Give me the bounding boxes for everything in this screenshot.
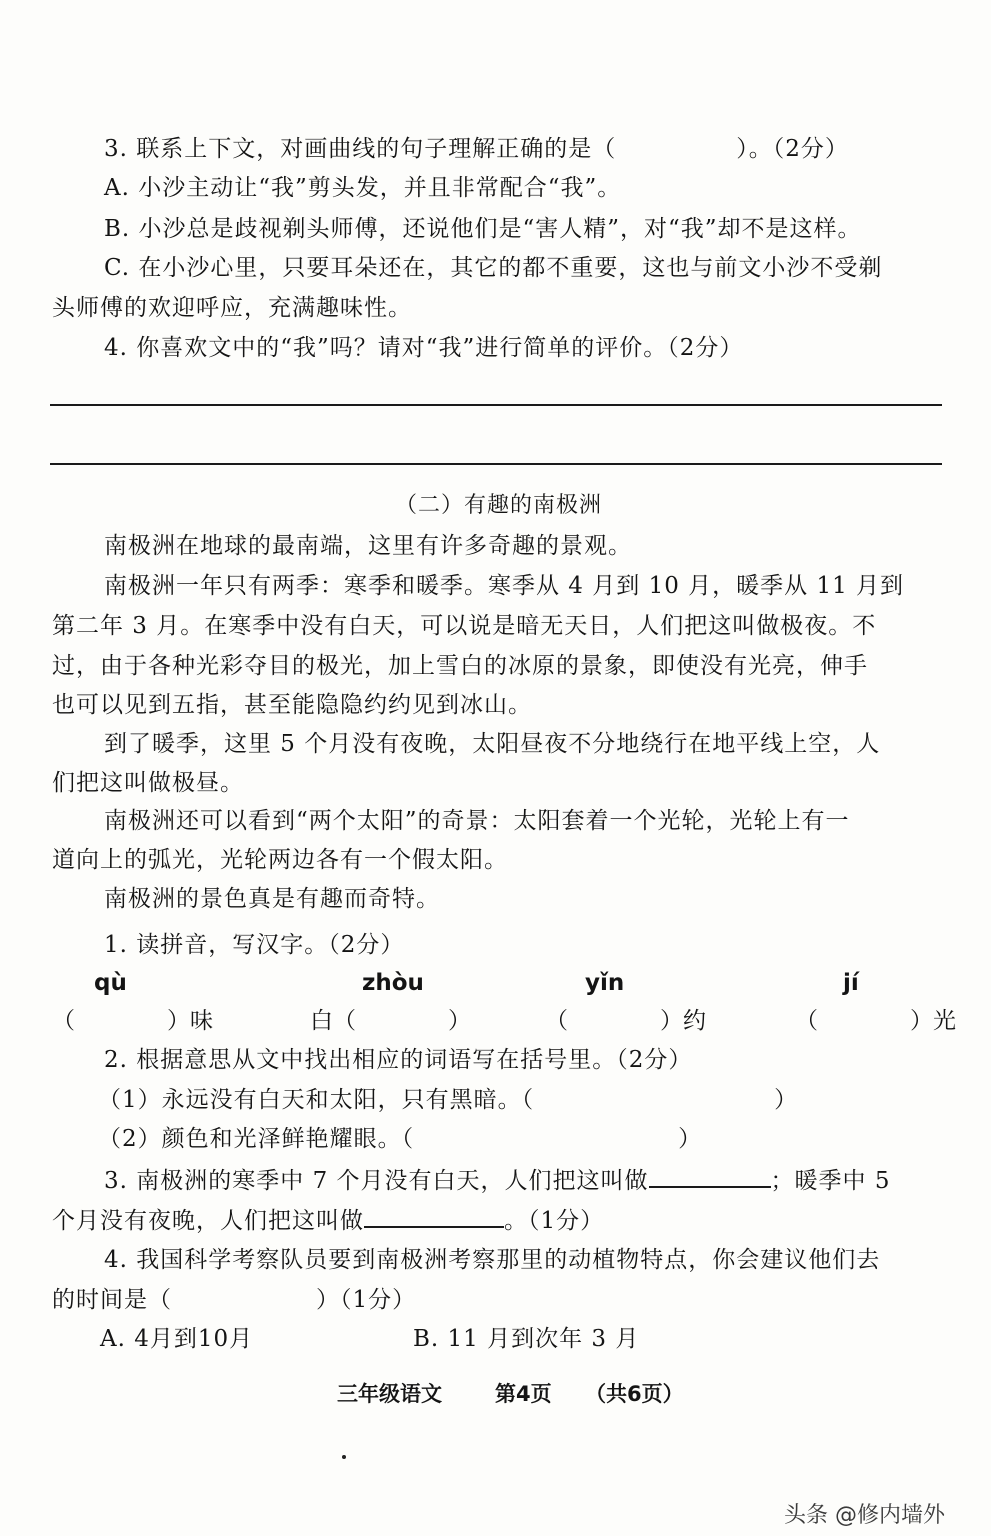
p2-q4-line2: 的时间是（ ）（1分） [52,1287,417,1313]
p2-q1-stem: 1. 读拼音，写汉字。（2分） [104,932,405,958]
p1-q4-stem: 4. 你喜欢文中的“我”吗？请对“我”进行简单的评价。（2分） [104,335,744,361]
answer-box-2: 白（ ） [310,1008,471,1034]
pinyin-3: yǐn [585,970,625,996]
passage-p4-line1: 南极洲还可以看到“两个太阳”的奇景：太阳套着一个光轮，光轮上有一 [104,808,850,834]
p2-q3-line2-text-b: 。（1分） [504,1208,605,1234]
p2-q3-line1-text-b: ；暖季中 5 [770,1168,891,1194]
watermark: 头条 @修内墙外 [784,1503,945,1528]
p2-q3-line2-text-a: 个月没有夜晚，人们把这叫做 [52,1208,364,1234]
footer-course: 三年级语文 [337,1382,442,1406]
footer-page: 第4页 [495,1382,552,1406]
passage-p2-line4: 也可以见到五指，甚至能隐隐约约见到冰山。 [52,692,532,718]
scan-speck [342,1455,346,1459]
fill-blank-2 [364,1204,504,1228]
answer-box-3: （ ）约 [545,1008,706,1034]
passage-p1: 南极洲在地球的最南端，这里有许多奇趣的景观。 [104,533,632,559]
footer-total: （共6页） [585,1382,684,1406]
p2-q3-line1 [104,1164,890,1196]
answer-box-1: （ ）味 [52,1008,213,1034]
pinyin-4: jí [843,970,859,996]
p1-q3-stem: 3. 联系上下文，对画曲线的句子理解正确的是（ ）。（2分） [104,136,849,162]
passage-p4-line2: 道向上的弧光，光轮两边各有一个假太阳。 [52,847,508,873]
p2-q4-option-a: A. 4月到10月 [100,1326,254,1352]
passage-p3-line2: 们把这叫做极昼。 [52,770,244,796]
passage-p3-line1: 到了暖季，这里 5 个月没有夜晚，太阳昼夜不分地绕行在地平线上空，人 [104,731,881,757]
passage-p2-line1: 南极洲一年只有两季：寒季和暖季。寒季从 4 月到 10 月，暖季从 11 月到 [104,573,905,599]
p2-q4-line1: 4. 我国科学考察队员要到南极洲考察那里的动植物特点，你会建议他们去 [104,1247,881,1273]
p1-q3-option-b: B. 小沙总是歧视剃头师傅，还说他们是“害人精”，对“我”却不是这样。 [104,216,862,242]
p1-q3-option-a: A. 小沙主动让“我”剪头发，并且非常配合“我”。 [104,175,622,201]
fill-blank-1 [649,1164,771,1188]
p1-q3-option-c-line2: 头师傅的欢迎呼应，充满趣味性。 [52,295,412,321]
p2-q2-stem: 2. 根据意思从文中找出相应的词语写在括号里。（2分） [104,1047,693,1073]
p2-q3-line2 [52,1204,604,1236]
answer-box-4: （ ）光 [795,1008,956,1034]
answer-line-2 [50,463,942,465]
p2-q4-option-b: B. 11 月到次年 3 月 [413,1326,640,1352]
p1-q3-option-c-line1: C. 在小沙心里，只要耳朵还在，其它的都不重要，这也与前文小沙不受剃 [104,255,883,281]
section-title: （二）有趣的南极洲 [395,493,603,518]
passage-p2-line3: 过，由于各种光彩夺目的极光，加上雪白的冰原的景象，即使没有光亮，伸手 [52,653,868,679]
p2-q2-item1: （1）永远没有白天和太阳，只有黑暗。（ ） [98,1087,799,1113]
passage-p2-line2: 第二年 3 月。在寒季中没有白天，可以说是暗无天日，人们把这叫做极夜。不 [52,613,877,639]
p2-q2-item2: （2）颜色和光泽鲜艳耀眼。（ ） [98,1126,703,1152]
pinyin-1: qù [94,970,127,996]
pinyin-2: zhòu [362,970,424,996]
passage-p5: 南极洲的景色真是有趣而奇特。 [104,886,440,912]
p2-q3-line1-text-a: 3. 南极洲的寒季中 7 个月没有白天，人们把这叫做 [104,1168,649,1194]
answer-line-1 [50,404,942,406]
